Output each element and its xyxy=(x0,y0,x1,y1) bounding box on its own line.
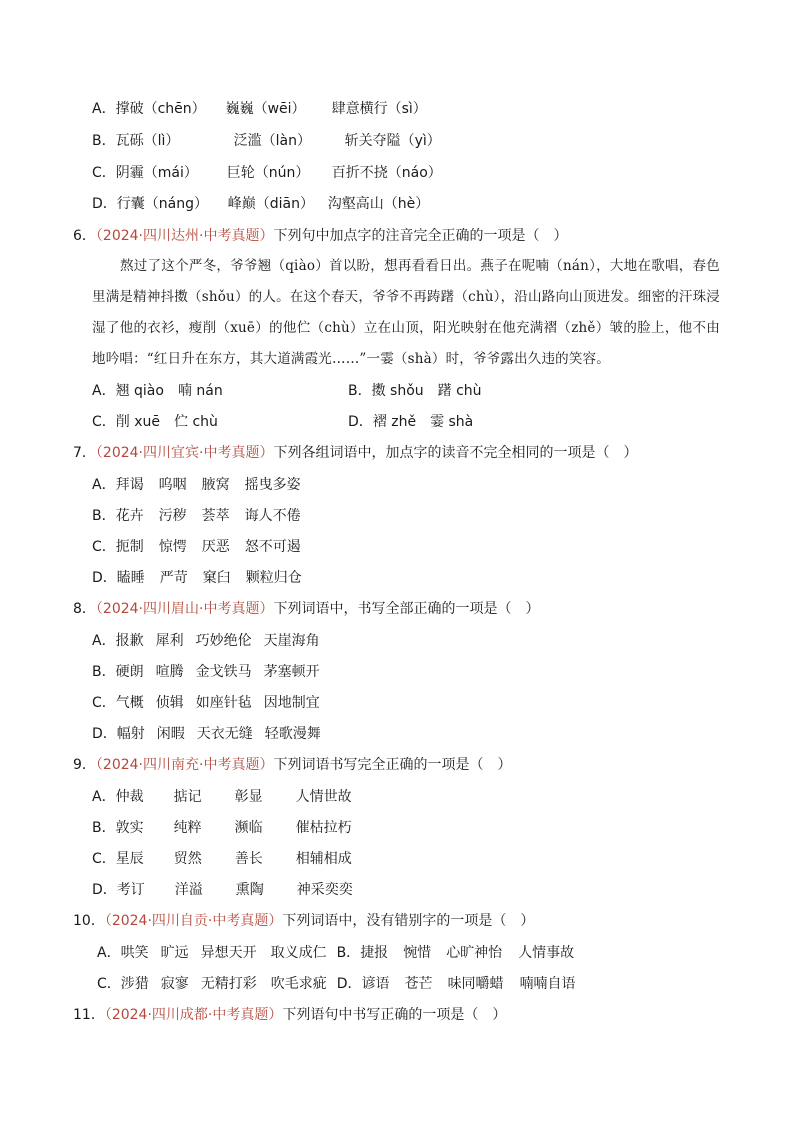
q9-stem: 下列词语书写完全正确的一项是（ ） xyxy=(273,757,512,773)
q8-option-b: B．硬朗 喧腾 金戈铁马 茅塞顿开 xyxy=(92,664,320,680)
q8-option-a: A．报歉 犀利 巧妙绝伦 天崖海角 xyxy=(92,633,320,649)
q8-header: 8．（2024·四川眉山·中考真题）下列词语中，书写全部正确的一项是（ ） xyxy=(73,601,540,617)
q10-header: 10．（2024·四川自贡·中考真题）下列词语中，没有错别字的一项是（ ） xyxy=(73,913,535,929)
q10-row-cd xyxy=(97,974,576,994)
q5-option-a: A．撑破（chēn） 巍巍（wēi） 肆意横行（sì） xyxy=(92,101,427,117)
q6-option-a: A．翘 qiào 喃 nán xyxy=(92,383,223,399)
q7-option-d: D．瞌睡 严苛 窠臼 颗粒归仓 xyxy=(92,570,302,586)
q11-stem: 下列语句中书写正确的一项是（ ） xyxy=(282,1007,507,1023)
q8-source: （2024·四川眉山·中考真题） xyxy=(95,601,274,617)
q5-option-c: C．阴霾（mái） 巨轮（nún） 百折不挠（náo） xyxy=(92,165,442,181)
q10-stem: 下列词语中，没有错别字的一项是（ ） xyxy=(282,913,535,929)
q7-option-c: C．扼制 惊愕 厌恶 怒不可遏 xyxy=(92,539,301,555)
q7-option-a: A．拜谒 呜咽 腋窝 摇曳多姿 xyxy=(92,477,301,493)
q9-option-b: B．敦实 纯粹 濒临 催枯拉朽 xyxy=(92,820,352,836)
q6-source: （2024·四川达州·中考真题） xyxy=(95,228,274,244)
q7-header: 7．（2024·四川宜宾·中考真题）下列各组词语中，加点字的读音不完全相同的一项是（ ） xyxy=(73,445,638,461)
q5-option-d: D．行囊（náng） 峰巅（diān） 沟壑高山（hè） xyxy=(92,196,430,212)
q5-option-b: B．瓦砾（lì） 泛滥（làn） 斩关夺隘（yì） xyxy=(92,133,441,149)
q6-option-d: D．褶 zhě 霎 shà xyxy=(348,414,474,430)
q6-stem: 下列句中加点字的注音完全正确的一项是（ ） xyxy=(273,228,568,244)
q8-stem: 下列词语中，书写全部正确的一项是（ ） xyxy=(273,601,540,617)
q10-row-ab xyxy=(97,943,574,963)
q10-option-c: C．涉猎 寂寥 无精打彩 吹毛求疵 xyxy=(97,976,327,992)
q9-option-a: A．仲裁 掂记 彰显 人情世故 xyxy=(92,789,352,805)
q11-source: （2024·四川成都·中考真题） xyxy=(104,1007,283,1023)
q7-stem: 下列各组词语中，加点字的读音不完全相同的一项是（ ） xyxy=(273,445,638,461)
q7-option-b: B．花卉 污秽 荟萃 诲人不倦 xyxy=(92,508,301,524)
q8-option-c: C．气概 侦辑 如座针毡 因地制宜 xyxy=(92,695,320,711)
q8-option-d: D．幅射 闲暇 天衣无缝 轻歌漫舞 xyxy=(92,726,321,742)
q9-source: （2024·四川南充·中考真题） xyxy=(95,757,274,773)
q6-header: 6．（2024·四川达州·中考真题）下列句中加点字的注音完全正确的一项是（ ） xyxy=(73,228,568,244)
q9-option-c: C．星辰 贸然 善长 相辅相成 xyxy=(92,851,352,867)
q6-passage: 熬过了这个严冬，爷爷翘（qiào）首以盼，想再看看日出。燕子在呢喃（nán），大地在歌唱，春色里满是精神抖擞（shǒu）的人。在这个春天，爷爷不再踌躇（chù），沿山路向山顶进发。细密的汗珠浸湿了他的衣衫，瘦削（xuē）的他伫（chù）立在山顶，阳光映射在他充满褶（zhě）皱的脸上，他不由地吟唱：“红日升在东方，其大道满霞光……”一霎（shà）时，爷爷露出久违的笑容。 xyxy=(92,258,720,367)
q9-header: 9．（2024·四川南充·中考真题）下列词语书写完全正确的一项是（ ） xyxy=(73,757,512,773)
q7-source: （2024·四川宜宾·中考真题） xyxy=(95,445,274,461)
q11-header: 11．（2024·四川成都·中考真题）下列语句中书写正确的一项是（ ） xyxy=(73,1007,507,1023)
q10-option-b: B．捷报 惋惜 心旷神怡 人情事故 xyxy=(336,945,575,961)
q6-option-c: C．削 xuē 伫 chù xyxy=(92,414,218,430)
q10-source: （2024·四川自贡·中考真题） xyxy=(104,913,283,929)
q10-option-a: A．哄笑 旷远 异想天开 取义成仁 xyxy=(97,945,327,961)
q9-option-d: D．考订 洋溢 熏陶 神采奕奕 xyxy=(92,882,353,898)
q6-option-b: B．擞 shǒu 躇 chù xyxy=(348,383,482,399)
q10-option-d: D．谚语 苍芒 味同嚼蜡 喃喃自语 xyxy=(336,976,576,992)
